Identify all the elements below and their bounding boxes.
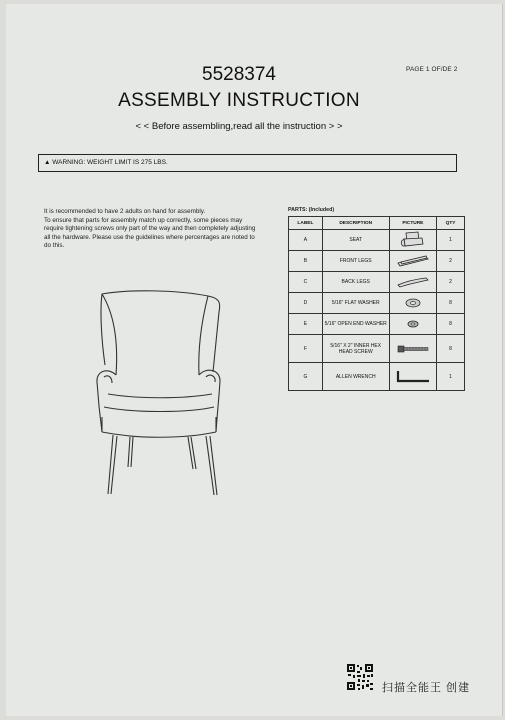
intro-line-2: To ensure that parts for assembly match up correctly, some pieces may require tightening screws only part of the way and then completely adjusting all the hardware. Please use the guidelines where percentages are noted to do this. [44, 216, 256, 250]
warning-icon: ▲ [44, 159, 51, 166]
part-description: SEAT [322, 230, 389, 251]
part-qty: 1 [437, 363, 465, 391]
part-qty: 2 [437, 272, 465, 293]
column-label: LABEL [289, 217, 323, 230]
parts-table [288, 216, 465, 391]
table-row [289, 314, 465, 335]
column-qty: QTY [437, 217, 465, 230]
part-qty: 2 [437, 251, 465, 272]
hex-screw-icon [395, 343, 431, 355]
part-description: 5/16" OPEN END WASHER [322, 314, 389, 335]
part-label: B [289, 251, 323, 272]
intro-text [44, 208, 259, 251]
table-row [289, 272, 465, 293]
table-row [289, 335, 465, 363]
front-leg-icon [395, 254, 431, 268]
part-label: F [289, 335, 323, 363]
seat-icon [398, 231, 428, 249]
back-leg-icon [395, 275, 431, 289]
weight-warning-box [38, 154, 457, 172]
part-description: ALLEN WRENCH [322, 363, 389, 391]
part-qty: 1 [437, 230, 465, 251]
qr-code-icon [346, 663, 374, 691]
scanner-watermark: 扫描全能王 创建 [382, 682, 471, 694]
parts-table-header [289, 217, 465, 230]
part-qty: 8 [437, 335, 465, 363]
column-picture: PICTURE [389, 217, 437, 230]
part-label: E [289, 314, 323, 335]
page-number: PAGE 1 OF/DE 2 [406, 66, 458, 73]
product-code: 5528374 [202, 64, 276, 85]
table-row [289, 251, 465, 272]
column-description: DESCRIPTION [322, 217, 389, 230]
part-label: A [289, 230, 323, 251]
parts-heading: PARTS: (Included) [288, 207, 335, 213]
part-qty: 8 [437, 293, 465, 314]
part-description: BACK LEGS [322, 272, 389, 293]
part-qty: 8 [437, 314, 465, 335]
flat-washer-icon [403, 297, 423, 309]
part-description: 5/16" X 2" INNER HEX HEAD SCREW [322, 335, 389, 363]
warning-text: WARNING: WEIGHT LIMIT IS 275 LBS. [52, 159, 168, 166]
open-end-washer-icon [403, 318, 423, 330]
table-row [289, 363, 465, 391]
table-row [289, 230, 465, 251]
page-title: ASSEMBLY INSTRUCTION [118, 90, 360, 111]
part-description: 5/16" FLAT WASHER [322, 293, 389, 314]
part-label: C [289, 272, 323, 293]
table-row [289, 293, 465, 314]
page-subtitle: < < Before assembling,read all the instruction > > [135, 121, 343, 132]
instruction-page [6, 4, 503, 716]
part-label: D [289, 293, 323, 314]
armchair-illustration [88, 287, 238, 497]
part-label: G [289, 363, 323, 391]
allen-wrench-icon [393, 369, 433, 385]
intro-line-1: It is recommended to have 2 adults on hand for assembly. [44, 208, 206, 215]
part-description: FRONT LEGS [322, 251, 389, 272]
